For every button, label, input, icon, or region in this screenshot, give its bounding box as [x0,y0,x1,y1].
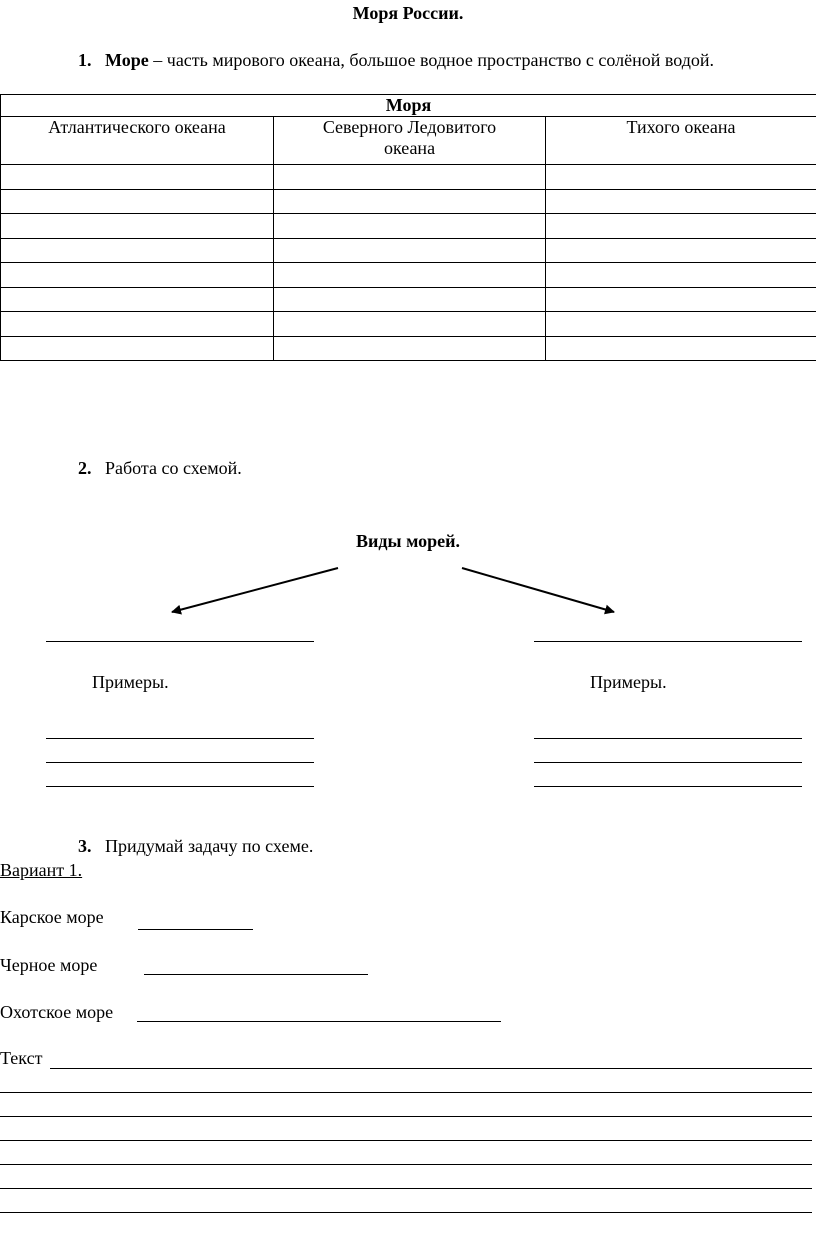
text-label: Текст [0,1048,43,1068]
arrow-left [172,568,338,612]
sea-black-line[interactable] [144,974,368,975]
sea-okhotsk-label: Охотское море [0,1002,114,1022]
page-title: Моря России. [352,3,464,23]
example-line-right[interactable] [534,738,802,739]
example-line-left[interactable] [46,786,314,787]
text-line[interactable] [0,1116,812,1117]
answer-line-right[interactable] [534,641,802,642]
text-line[interactable] [0,1212,812,1213]
text-line[interactable] [0,1188,812,1189]
sea-black-label: Черное море [0,955,98,975]
example-line-left[interactable] [46,738,314,739]
text-line[interactable] [0,1140,812,1141]
text-line[interactable] [50,1068,812,1069]
examples-left-label: Примеры. [92,672,169,692]
sea-okhotsk-line[interactable] [137,1021,501,1022]
answer-line-left[interactable] [46,641,314,642]
example-line-right[interactable] [534,762,802,763]
arrow-right [462,568,614,612]
scheme-title: Виды морей. [356,531,460,551]
item-3-text: Придумай задачу по схеме. [105,836,314,856]
item-2-number: 2. [78,458,92,478]
item-3-number: 3. [78,836,92,856]
variant-label: Вариант 1. [0,860,83,880]
item-1-number: 1. [78,50,92,70]
example-line-right[interactable] [534,786,802,787]
example-line-left[interactable] [46,762,314,763]
text-line[interactable] [0,1092,812,1093]
examples-right-label: Примеры. [590,672,667,692]
column-pacific: Тихого океана [546,117,816,165]
column-atlantic: Атлантического океана [1,117,274,165]
term-sea: Море [105,50,149,70]
sea-kara-label: Карское море [0,907,104,927]
item-3 [78,836,313,857]
sea-kara-line[interactable] [138,929,253,930]
text-line[interactable] [0,1164,812,1165]
definition-text: – часть мирового океана, большое водное пространство с солёной водой. [148,50,714,70]
table-header: Моря [1,95,816,117]
column-arctic-label: Северного Ледовитого океана [322,117,497,158]
item-2-text: Работа со схемой. [105,458,242,478]
